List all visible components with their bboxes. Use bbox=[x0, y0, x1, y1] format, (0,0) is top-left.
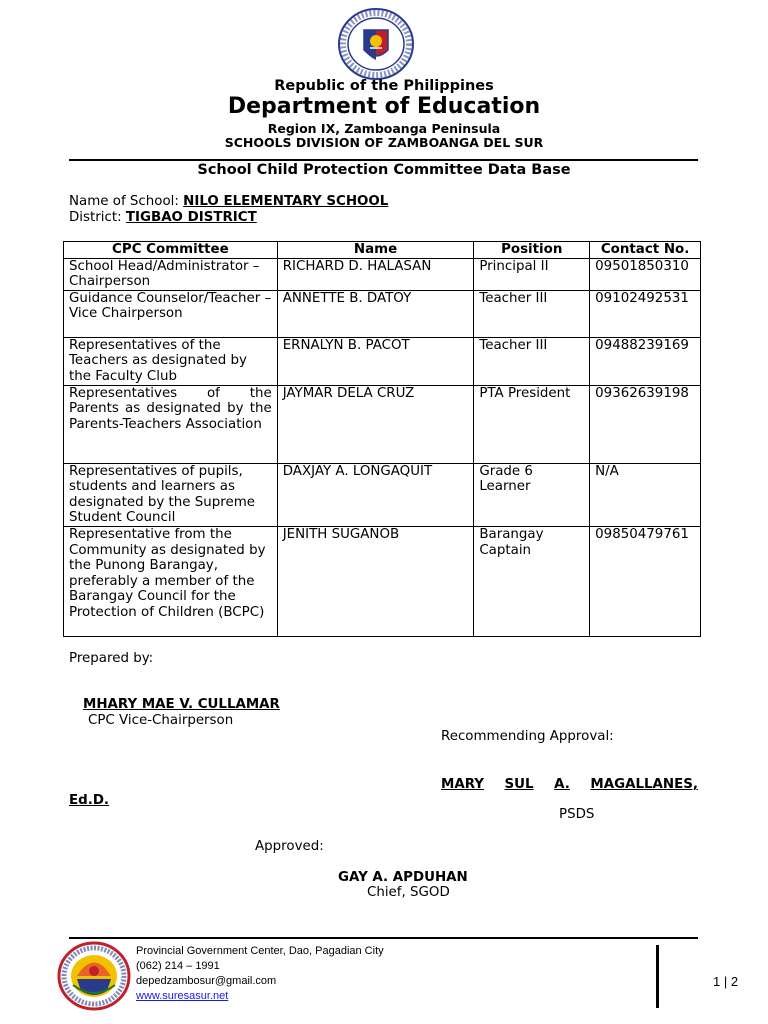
position-cell: Barangay Captain bbox=[474, 526, 590, 636]
table-header-row bbox=[64, 242, 701, 259]
contact-cell: 09362639198 bbox=[590, 385, 701, 463]
school-name-line bbox=[69, 194, 388, 209]
position-cell: Grade 6 Learner bbox=[474, 463, 590, 526]
school-name-value: NILO ELEMENTARY SCHOOL bbox=[183, 194, 389, 209]
name-cell: JENITH SUGANOB bbox=[277, 526, 474, 636]
recommending-label: Recommending Approval: bbox=[441, 729, 614, 744]
committee-cell: Representative from the Community as designated by the Punong Barangay, preferably a member of the Barangay Council for the Protection of Children (BCPC) bbox=[64, 526, 278, 636]
table-row bbox=[64, 385, 701, 463]
column-header: CPC Committee bbox=[64, 242, 278, 259]
contact-cell: 09501850310 bbox=[590, 258, 701, 290]
table-row bbox=[64, 337, 701, 385]
committee-cell: Representatives of the Parents as designated by the Parents-Teachers Association bbox=[64, 385, 278, 463]
name-cell: DAXJAY A. LONGAQUIT bbox=[277, 463, 474, 526]
prepared-by-label: Prepared by: bbox=[69, 651, 154, 666]
table-row bbox=[64, 463, 701, 526]
recommending-name-degree: Ed.D. bbox=[69, 793, 110, 808]
column-header: Name bbox=[277, 242, 474, 259]
district-value: TIGBAO DISTRICT bbox=[125, 210, 257, 225]
header-divider bbox=[69, 159, 698, 161]
name-cell: ANNETTE B. DATOY bbox=[277, 290, 474, 337]
footer-vertical-bar bbox=[656, 945, 659, 1008]
position-cell: Teacher III bbox=[474, 290, 590, 337]
recommending-name-part: SUL bbox=[504, 777, 534, 792]
name-cell: RICHARD D. HALASAN bbox=[277, 258, 474, 290]
footer-email: depedzambosur@gmail.com bbox=[136, 975, 277, 987]
header-department: Department of Education bbox=[227, 94, 541, 119]
school-name-label: Name of School: bbox=[69, 194, 184, 209]
footer-divider bbox=[69, 937, 698, 939]
committee-cell: Representatives of pupils, students and learners as designated by the Supreme Student Council bbox=[64, 463, 278, 526]
name-cell: ERNALYN B. PACOT bbox=[277, 337, 474, 385]
position-cell: Principal II bbox=[474, 258, 590, 290]
recommending-name-part: MAGALLANES, bbox=[590, 777, 698, 792]
document-title: School Child Protection Committee Data Base bbox=[197, 162, 571, 178]
position-cell: PTA President bbox=[474, 385, 590, 463]
committee-cell: School Head/Administrator – Chairperson bbox=[64, 258, 278, 290]
table-row bbox=[64, 258, 701, 290]
contact-cell: 09102492531 bbox=[590, 290, 701, 337]
approved-name: GAY A. APDUHAN bbox=[338, 870, 468, 885]
recommending-title: PSDS bbox=[559, 807, 595, 822]
cpc-table bbox=[63, 241, 701, 637]
header-region: Region IX, Zamboanga Peninsula bbox=[267, 121, 501, 136]
column-header: Position bbox=[474, 242, 590, 259]
deped-zambosur-logo bbox=[57, 941, 131, 1011]
recommending-name-line bbox=[441, 777, 698, 792]
table-row bbox=[64, 290, 701, 337]
footer-website-link[interactable]: www.suresasur.net bbox=[136, 990, 229, 1002]
contact-cell: 09488239169 bbox=[590, 337, 701, 385]
page-number: 1 | 2 bbox=[713, 974, 739, 989]
district-line bbox=[69, 210, 257, 225]
footer-address: Provincial Government Center, Dao, Pagadian City bbox=[136, 945, 384, 957]
recommending-name-part: MARY bbox=[441, 777, 484, 792]
committee-cell: Representatives of the Teachers as designated by the Faculty Club bbox=[64, 337, 278, 385]
column-header: Contact No. bbox=[590, 242, 701, 259]
table-row bbox=[64, 526, 701, 636]
prepared-by-name: MHARY MAE V. CULLAMAR bbox=[83, 697, 280, 712]
position-cell: Teacher III bbox=[474, 337, 590, 385]
deped-seal bbox=[338, 8, 414, 80]
committee-cell: Guidance Counselor/Teacher – Vice Chairperson bbox=[64, 290, 278, 337]
contact-cell: 09850479761 bbox=[590, 526, 701, 636]
header-division: SCHOOLS DIVISION OF ZAMBOANGA DEL SUR bbox=[224, 135, 544, 150]
name-cell: JAYMAR DELA CRUZ bbox=[277, 385, 474, 463]
district-label: District: bbox=[69, 210, 126, 225]
footer-phone: (062) 214 – 1991 bbox=[136, 960, 220, 972]
prepared-by-title: CPC Vice-Chairperson bbox=[88, 713, 234, 728]
contact-cell: N/A bbox=[590, 463, 701, 526]
header-republic: Republic of the Philippines bbox=[274, 78, 494, 94]
recommending-name-part: A. bbox=[554, 777, 570, 792]
approved-title: Chief, SGOD bbox=[367, 885, 450, 900]
approved-label: Approved: bbox=[255, 839, 324, 854]
